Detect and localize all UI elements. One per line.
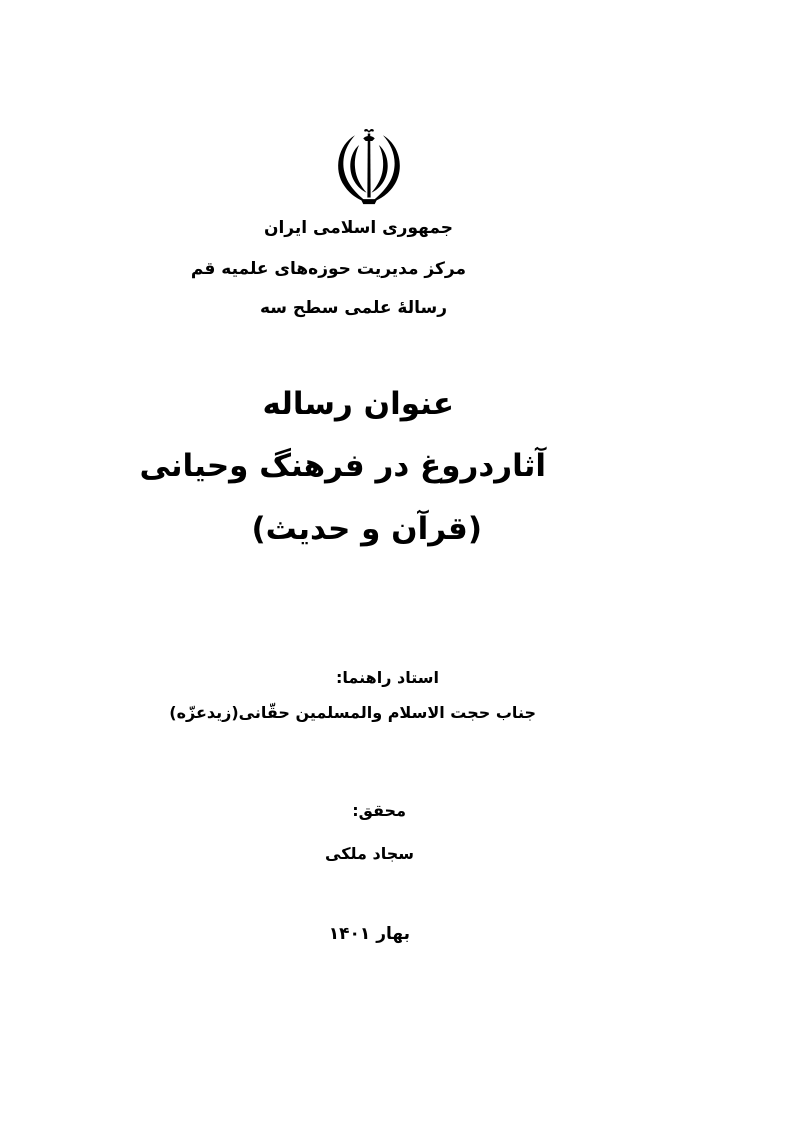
researcher-name: سجاد ملکی (325, 844, 414, 863)
thesis-heading: عنوان رساله (262, 386, 454, 422)
thesis-title: آثاردروغ در فرهنگ وحیانی (139, 448, 546, 484)
thesis-level: رسالۀ علمی سطح سه (259, 298, 447, 318)
submission-date: بهار ۱۴۰۱ (328, 924, 410, 944)
researcher-label: محقق: (352, 801, 406, 820)
thesis-subtitle: (قرآن و حدیث) (251, 511, 482, 547)
supervisor-label: استاد راهنما: (336, 668, 439, 687)
iran-emblem-icon (328, 127, 410, 209)
organization-name: مرکز مدیریت حوزه‌های علمیه قم (190, 259, 466, 279)
supervisor-name: جناب حجت الاسلام والمسلمین حقّانی(زیدعزّه) (169, 703, 536, 722)
country-name: جمهوری اسلامی ایران (263, 218, 453, 238)
